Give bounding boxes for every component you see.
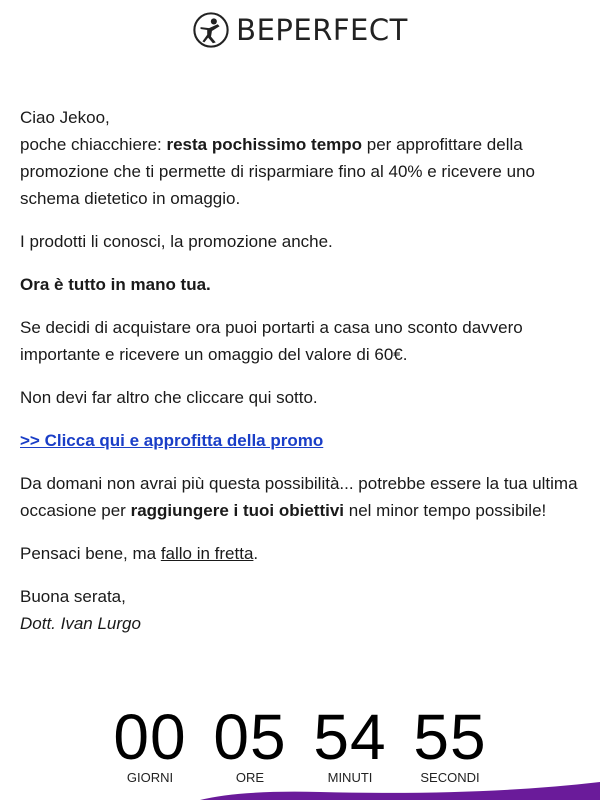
cta-paragraph: [20, 427, 585, 454]
p1-bold: resta pochissimo tempo: [166, 135, 363, 154]
p6-text-c: nel minor tempo possibile!: [344, 501, 547, 520]
days-label: GIORNI: [126, 770, 174, 785]
person-circle-icon: [192, 11, 230, 49]
paragraph-2: I prodotti li conosci, la promozione anche.: [20, 232, 333, 251]
p3-bold: Ora è tutto in mano tua.: [20, 275, 211, 294]
greeting-paragraph: [20, 104, 585, 212]
paragraph-3: [20, 271, 585, 298]
footer-swoosh: [0, 778, 600, 800]
minutes-value: 54: [313, 701, 387, 773]
countdown-days: [100, 701, 200, 785]
countdown-minutes: [300, 701, 400, 785]
countdown-timer: [0, 701, 600, 785]
hours-value: 05: [213, 701, 287, 773]
paragraph-7: [20, 540, 585, 567]
p7-text-a: Pensaci bene, ma: [20, 544, 161, 563]
seconds-label: SECONDI: [420, 770, 480, 785]
brand-name: BEPERFECT: [236, 13, 408, 47]
brand-logo: [0, 10, 600, 50]
paragraph-6: [20, 470, 585, 524]
hours-label: ORE: [235, 770, 265, 785]
signature: Dott. Ivan Lurgo: [20, 614, 141, 633]
minutes-label: MINUTI: [327, 770, 373, 785]
days-value: 00: [113, 701, 187, 773]
greeting: Ciao Jekoo,: [20, 108, 110, 127]
promo-link[interactable]: >> Clicca qui e approfitta della promo: [20, 431, 324, 450]
p1-text-c: per approfittare della promozione che ti permette di risparmiare fino al 40% e ricevere uno schema dietetico in omaggio.: [20, 135, 535, 208]
p6-text-a: Da domani non avrai più questa possibilità... potrebbe essere la tua ultima occasione per: [20, 474, 578, 520]
closing-paragraph: [20, 583, 585, 637]
countdown-hours: [200, 701, 300, 785]
p7-text-c: .: [253, 544, 259, 563]
paragraph-4: Se decidi di acquistare ora puoi portarti a casa uno sconto davvero importante e ricevere un omaggio del valore di 60€.: [20, 318, 523, 364]
closing: Buona serata,: [20, 587, 126, 606]
seconds-value: 55: [413, 701, 487, 773]
p6-bold: raggiungere i tuoi obiettivi: [130, 501, 345, 520]
paragraph-5: Non devi far altro che cliccare qui sotto.: [20, 388, 318, 407]
p1-text-a: poche chiacchiere:: [20, 135, 167, 154]
p7-underline: fallo in fretta: [160, 544, 254, 563]
countdown-seconds: [400, 701, 500, 785]
email-body: [20, 104, 585, 653]
